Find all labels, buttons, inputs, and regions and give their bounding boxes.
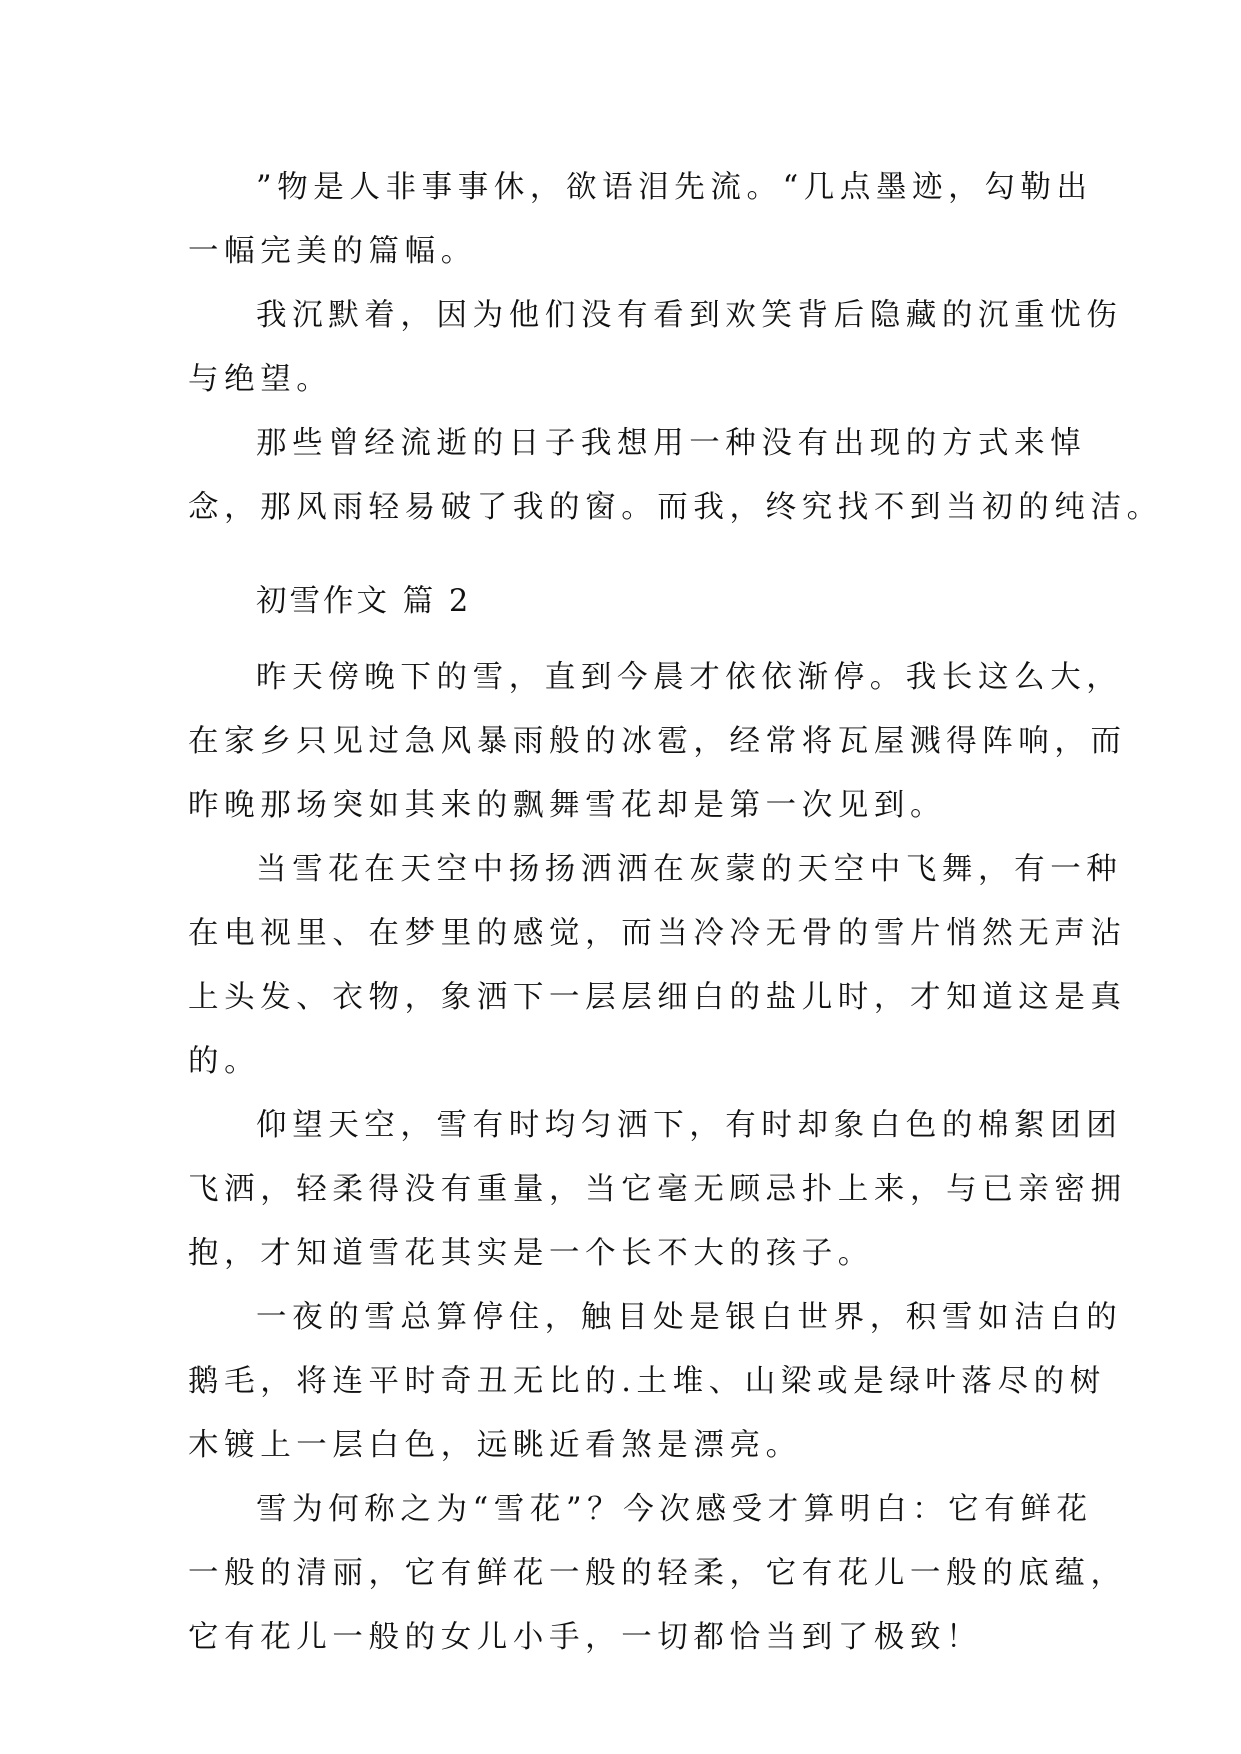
text-line: 一夜的雪总算停住，触目处是银白世界，积雪如洁白的 <box>256 1300 1123 1335</box>
paragraph <box>188 838 1127 1094</box>
text-line: 我沉默着，因为他们没有看到欢笑背后隐藏的沉重忧伤 <box>256 298 1123 333</box>
text-line: 昨晚那场突如其来的飘舞雪花却是第一次见到。 <box>188 788 947 823</box>
text-line: 鹅毛，将连平时奇丑无比的.土堆、山梁或是绿叶落尽的树 <box>188 1364 1106 1399</box>
paragraph <box>188 284 1123 412</box>
text-line: 抱，才知道雪花其实是一个长不大的孩子。 <box>188 1236 874 1271</box>
text-line: 木镀上一层白色，远眺近看煞是漂亮。 <box>188 1428 802 1463</box>
text-line: 念，那风雨轻易破了我的窗。而我，终究找不到当初的纯洁。 <box>188 490 1163 525</box>
text-line: 那些曾经流逝的日子我想用一种没有出现的方式来悼 <box>256 426 1087 461</box>
text-line: 雪为何称之为“雪花”？今次感受才算明白：它有鲜花 <box>256 1492 1093 1527</box>
text-line: 飞洒，轻柔得没有重量，当它毫无顾忌扑上来，与已亲密拥 <box>188 1172 1127 1207</box>
text-line: 在电视里、在梦里的感觉，而当冷冷无骨的雪片悄然无声沾 <box>188 916 1127 951</box>
paragraph <box>188 646 1127 838</box>
section-heading: 初雪作文 篇 2 <box>256 584 472 619</box>
document-body <box>188 156 1163 1670</box>
text-line: 昨天傍晚下的雪，直到今晨才依依渐停。我长这么大， <box>256 660 1123 695</box>
text-line: 与绝望。 <box>188 362 333 397</box>
text-line: 上头发、衣物，象洒下一层层细白的盐儿时，才知道这是真 <box>188 980 1127 1015</box>
paragraph <box>188 1478 1127 1670</box>
paragraph <box>188 1094 1127 1286</box>
paragraph <box>188 412 1163 540</box>
text-line: ”物是人非事事休，欲语泪先流。“几点墨迹，勾勒出 <box>256 170 1093 205</box>
paragraph <box>188 1286 1123 1478</box>
paragraph <box>188 156 1093 284</box>
text-line: 一般的清丽，它有鲜花一般的轻柔，它有花儿一般的底蕴， <box>188 1556 1127 1591</box>
text-line: 一幅完美的篇幅。 <box>188 234 477 269</box>
text-line: 在家乡只见过急风暴雨般的冰雹，经常将瓦屋溅得阵响，而 <box>188 724 1127 759</box>
text-line: 仰望天空，雪有时均匀洒下，有时却象白色的棉絮团团 <box>256 1108 1123 1143</box>
text-line: 它有花儿一般的女儿小手，一切都恰当到了极致！ <box>188 1620 983 1655</box>
text-line: 的。 <box>188 1044 261 1079</box>
text-line: 当雪花在天空中扬扬洒洒在灰蒙的天空中飞舞，有一种 <box>256 852 1123 887</box>
